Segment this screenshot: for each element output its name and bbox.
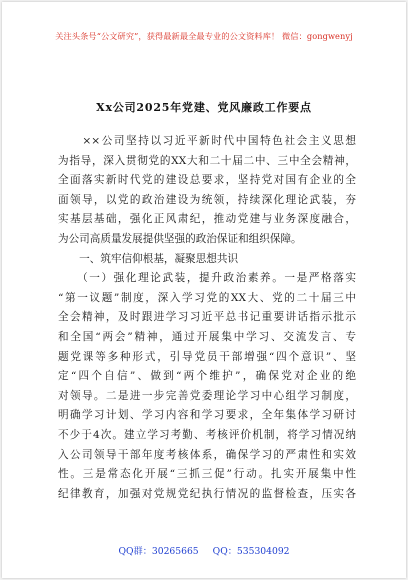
body-line: 纪律教育，加强对党规党纪执行情况的监督检查，压实各 bbox=[58, 487, 356, 500]
body-line: 对领导。二是进一步完善党委理论学习中心组学习制度， bbox=[58, 389, 356, 402]
body-line: 全面落实新时代党的建设总要求，坚持党对国有企业的全 bbox=[58, 174, 356, 187]
qq-contact-text: QQ：535304092 bbox=[212, 546, 290, 557]
document-page bbox=[2, 2, 406, 578]
body-line: 不少于4次。建立学习考勤、考核评价机制，将学习情况纳 bbox=[58, 428, 356, 441]
body-line: 面领导，以党的政治建设为统领，持续深化理论武装，夯 bbox=[58, 193, 356, 206]
body-line: 入公司领导干部年度考核体系，确保学习的严肃性和实效 bbox=[58, 448, 356, 461]
qq-group-text: QQ群：30265665 bbox=[118, 546, 199, 557]
body-line: 定“四个自信”、做到“两个维护”，确保党对企业的绝 bbox=[58, 370, 356, 383]
body-line: 为公司高质量发展提供坚强的政治保证和组织保障。 bbox=[58, 232, 302, 245]
body-line: 全会精神，及时跟进学习习近平总书记重要讲话指示批示 bbox=[58, 311, 356, 324]
promo-banner: 关注头条号“公文研究”，获得最新最全最专业的公文资料库！ 微信：gongwenyj bbox=[55, 31, 353, 41]
body-line: 和全国“两会”精神，通过开展集中学习、交流发言、专 bbox=[58, 330, 356, 343]
body-line: 性。三是常态化开展“三抓三促”行动。扎实开展集中性 bbox=[58, 468, 356, 481]
body-line: “第一议题”制度，深入学习党的XX大、党的二十届三中 bbox=[58, 291, 356, 304]
body-line: ××公司坚持以习近平新时代中国特色社会主义思想 bbox=[58, 135, 356, 147]
body-line: 题党课等多种形式，引导党员干部增强“四个意识”、坚 bbox=[58, 350, 356, 363]
footer-contact bbox=[2, 543, 406, 557]
body-line: （一）强化理论武装，提升政治素养。一是严格落实 bbox=[58, 272, 356, 285]
document-body bbox=[58, 132, 356, 504]
section-heading: 一、筑牢信仰根基，凝聚思想共识 bbox=[58, 252, 239, 265]
body-line: 明确学习计划、学习内容和学习要求，全年集体学习研讨 bbox=[58, 409, 356, 422]
document-title: Xx公司2025年党建、党风廉政工作要点 bbox=[96, 101, 312, 114]
body-line: 为指导，深入贯彻党的XX大和二十届二中、三中全会精神， bbox=[58, 154, 356, 167]
body-line: 实基层基础，强化正风肃纪，推动党建与业务深度融合， bbox=[58, 213, 356, 226]
